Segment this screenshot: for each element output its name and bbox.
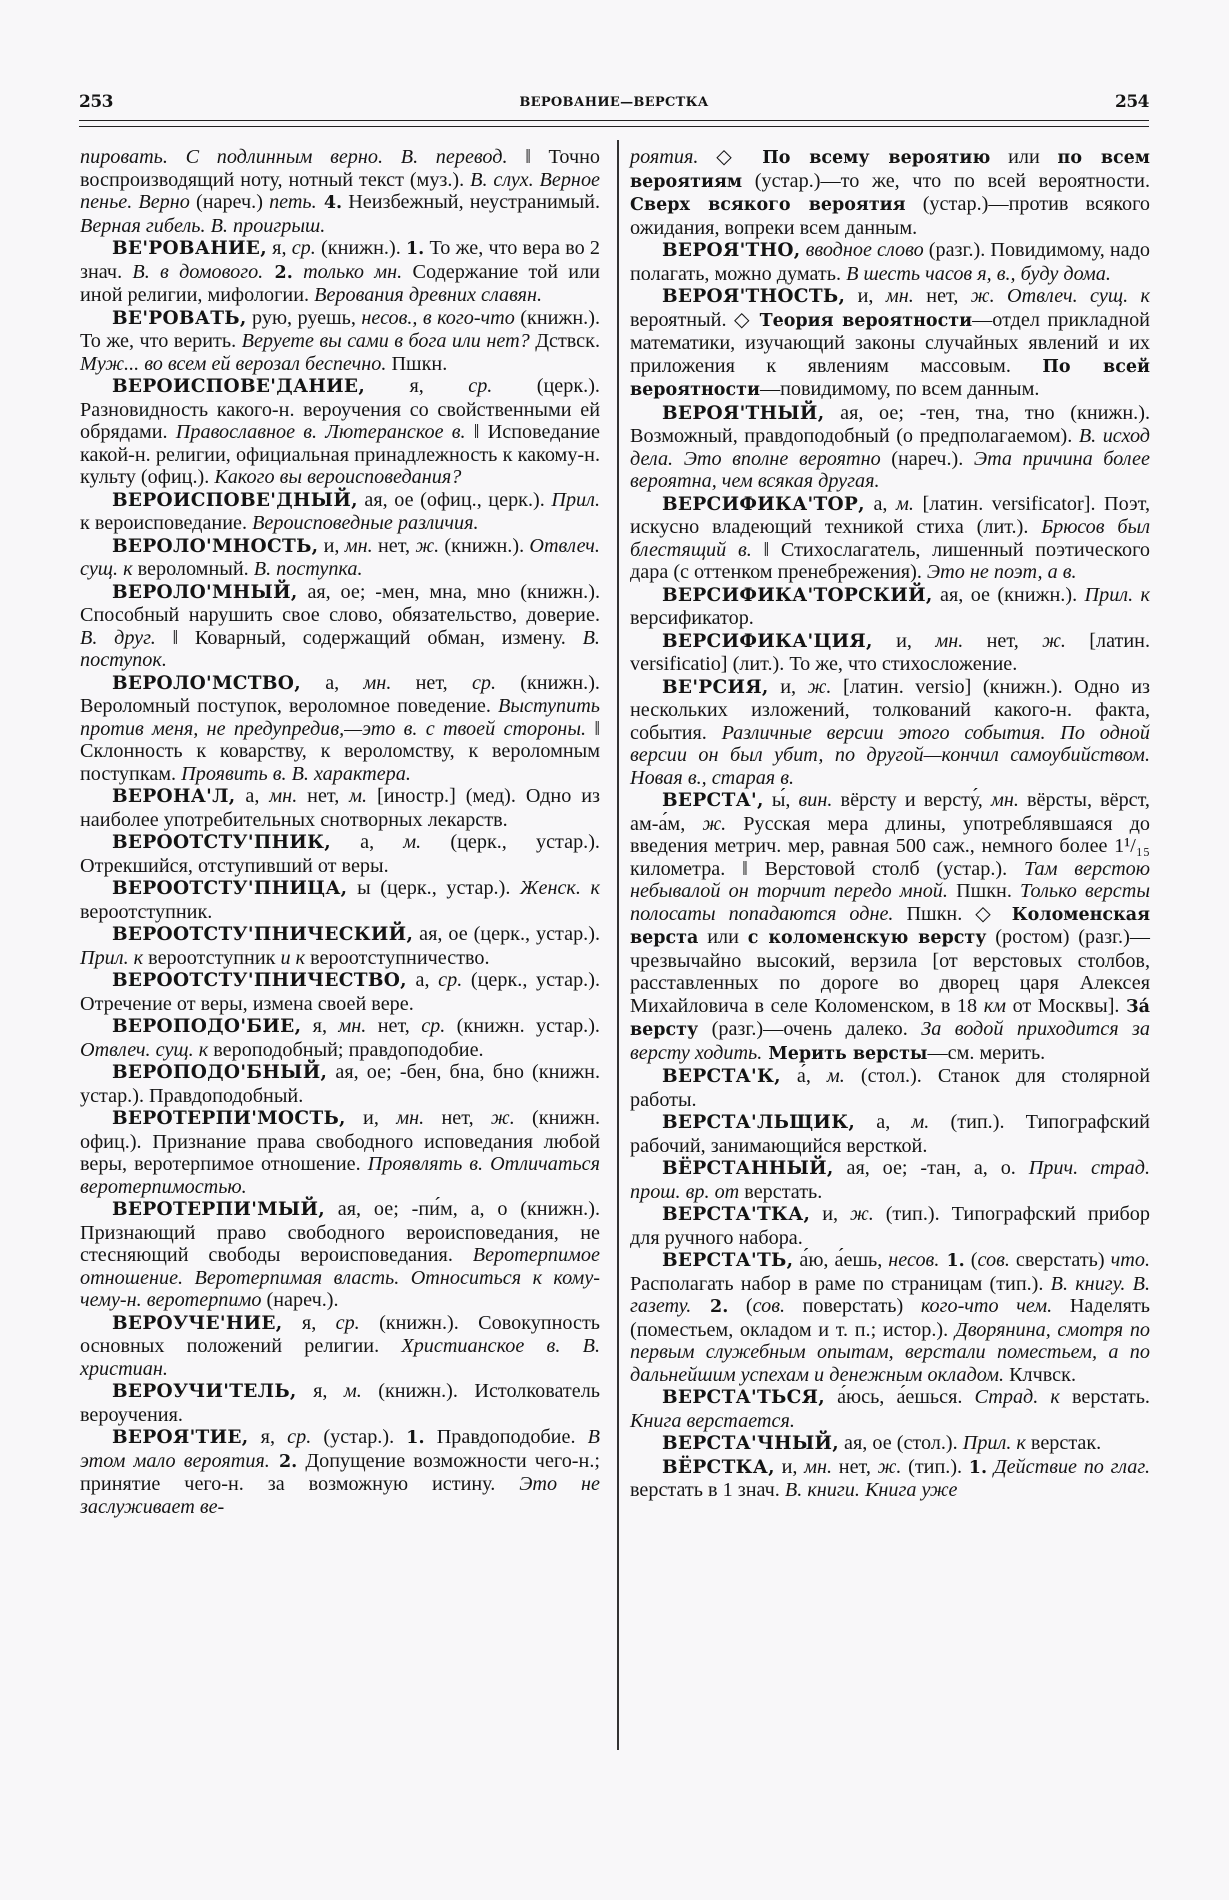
italic-text: несов. [888,1249,940,1271]
dictionary-entry [630,789,1150,1065]
italic-text: В. поступка. [253,558,363,580]
body-text: и, [768,675,808,698]
body-text: вёрсту и версту́, [832,789,991,811]
body-text: или [698,926,748,948]
body-text: (устар.). [311,1426,407,1448]
italic-text: несов., в кого-что [361,306,515,329]
body-text: ая, ое; -тан, а, о. [833,1157,1029,1179]
body-text: Пшкн. [386,352,448,375]
body-text: Наделять (поместьем, окладом и т. п.; истор.). [630,1295,1150,1341]
body-text: (нареч.). [261,1289,339,1311]
body-text: (тип.). Типографский рабочий, занимающийся версткой. [630,1111,1150,1157]
body-text: ы́, [763,789,799,811]
body-text: Допущение возможности чего-н.; принятие чего-н. за возможную истину. [80,1449,600,1495]
body-text: вероотступник [143,946,281,969]
italic-text: пировать. С подлинным верно. В. перевод. [80,146,508,168]
body-text: к вероисповедание. [80,512,253,534]
dictionary-entry [80,831,600,877]
body-text: а́юсь, а́ешься. [824,1386,975,1408]
italic-text: мн. [990,789,1019,811]
page-header [79,92,1149,114]
body-text: ая, ое (церк., устар.). [413,923,600,945]
body-text: —отдел прикладной математики, изучающий законы случайных явлений и их приложения к явлениям массовым. [630,308,1150,377]
headword: ВЕРСТА'ЛЬЩИК, [662,1112,856,1133]
italic-text: роятия. [630,146,699,168]
body-text: вероятный. ◇ [630,308,760,331]
italic-text: вин. [798,789,833,811]
italic-text: ж. [807,675,832,698]
headword: ВЕРСТА'ТЬ, [662,1250,794,1271]
body-text: ‖ Коварный, содержащий обман, измену. [155,626,583,649]
headword: ВЕРООТСТУ'ПНИК, [112,832,332,853]
body-text: Правдоподобие. [424,1426,588,1448]
dictionary-entry [80,877,600,923]
dictionary-entry [80,535,600,581]
headword: ВЕРСТА'К, [662,1066,781,1087]
italic-text: Выступить против меня, не предупредив,—это в. с твоей стороны. [80,695,600,740]
headword: ВЕРООТСТУ'ПНИЧЕСКИЙ, [112,924,414,945]
italic-text: Проявить в. В. характера. [181,762,411,785]
body-text: ‖ Точно воспроизводящий ноту, нотный текст (муз.). [80,146,600,191]
body-text: а, [406,969,439,991]
italic-text: и к [280,946,306,969]
dictionary-entry [80,1380,600,1426]
italic-text: Верования древних славян. [314,284,543,306]
body-text: (устар.)—против всякого ожидания, вопреки всем данным. [630,193,1150,239]
italic-text: что. [1110,1249,1150,1271]
headword: ВЕРОИСПОВЕ'ДНЫЙ, [112,489,358,511]
italic-text: В этом мало вероятия. [80,1426,600,1472]
dictionary-entry [630,402,1150,493]
italic-text: Это не заслуживает ве- [80,1473,600,1518]
body-text: вероотступничество. [305,946,490,969]
body-text: [иностр.] (мед). Одно из наиболее употребительных снотворных лекарств. [80,785,601,831]
body-text: ая, ое; -тен, тна, тно (книжн.). Возможный, правдоподобный (о предполагаемом). [630,401,1150,447]
dictionary-entry [630,676,1150,790]
bold-phrase: 2. [691,1297,729,1317]
body-text: ‖ Склонность к коварству, к вероломству, к вероломным поступкам. [80,717,600,785]
italic-text: ср. [471,671,497,694]
body-text: ( [728,1295,753,1317]
body-text: верстать. [739,1180,823,1203]
italic-text: За водой приходится за версту ходить. [630,1018,1150,1064]
dictionary-entry [630,239,1150,285]
bold-phrase: Сверх всякого вероятия [630,195,906,215]
body-text: рую, руешь, [246,306,362,329]
headword: ВЕРОИСПОВЕ'ДАНИЕ, [112,376,366,397]
italic-text: ср. [421,1015,446,1037]
body-text: (ростом) (разг.)—чрезвычайно высокий, верзила [от верстовых столбов, расставленных по дороге во дворец царя Алексея Михайловича в селе Коломенском, в 18 [630,926,1150,1017]
body-text: ая, ое; -бен, бна, бно (книжн. устар.). Правдоподобный. [80,1061,600,1107]
dictionary-entry [80,307,600,376]
italic-text: Дворянина, смотря по первым служебным опытам, верстали поместьем, а по дальнейшим успехам и денежным окладом. [630,1318,1151,1386]
italic-text: петь. [269,191,317,213]
dictionary-entry [630,1203,1150,1249]
entry-continuation [630,146,1150,239]
dictionary-entry [630,630,1150,676]
italic-text: сов. [752,1295,786,1317]
body-text: Содержание той или иной религии, мифологии. [80,260,600,306]
italic-text: только мн. [292,260,403,283]
dictionary-entry [630,493,1150,584]
body-text: (книжн.). То же, что верить. [80,306,600,352]
italic-text: Христианское в. В. христиан. [80,1335,600,1380]
italic-text: Различные версии этого события. По одной версии он был убит, по другой—кончил самоубийством. Новая в., старая в. [630,721,1150,789]
headword: ВЕРООТСТУ'ПНИЦА, [112,878,348,899]
body-text: Пшкн. [947,880,1020,902]
body-text: (разг.). Повидимому, надо полагать, можно думать. [630,239,1151,285]
dictionary-entry [80,375,600,489]
body-text: (тип.). [901,1455,969,1478]
body-text: нет, [366,1015,422,1037]
italic-text: ср. [468,375,493,397]
italic-text: ж. [490,1107,515,1129]
italic-text: ср. [291,237,316,259]
body-text: вероломный. [132,558,254,580]
body-text: [латин. versio] (книжн.). Одно из нескольких изложений, толкований какого-н. факта, события. [630,675,1150,744]
body-text: я, [301,1015,339,1037]
italic-text: мн. [885,285,914,307]
body-text: (книжн.). [439,534,530,557]
body-text: ая, ое; -мен, мна, мно (книжн.). Способный нарушить свое слово, обязательство, доверие. [80,580,600,626]
bold-phrase: 2. [269,1451,298,1472]
headword: ВЕРОЛО'МСТВО, [112,672,301,694]
body-text: (книжн.). Истолкователь вероучения. [80,1380,600,1426]
italic-text: м. [343,1380,362,1402]
dictionary-entry [630,1386,1150,1432]
body-text: нет, [372,534,416,557]
bold-phrase: 2. [263,262,293,283]
bold-phrase: Мерить версты [762,1043,928,1064]
body-text: ‖ Исповедание какой-н. религии, официальная принадлежность к какому-н. культу (офиц.). [80,421,600,488]
body-text: вёрсты, вёрст, ам-а́м, [630,789,1150,835]
headword: ВЁРСТКА, [662,1456,775,1478]
body-text: нет, [832,1455,878,1478]
body-text: Неизбежный, неустранимый. [342,191,600,213]
body-text: а, [864,492,897,515]
italic-text: Прил. к [962,1432,1026,1454]
italic-text: сов. [977,1249,1010,1271]
italic-text: мн. [344,534,373,557]
dictionary-entry [630,1432,1150,1456]
body-text: Располагать набор в раме по страницам (тип.). [630,1272,1051,1295]
headword: ВЕРСТА'ТЬСЯ, [662,1387,825,1408]
body-text: верстать в 1 знач. [630,1479,785,1501]
dictionary-entry [80,785,600,831]
body-text: —повидимому, по всем данным. [759,378,1040,400]
bold-phrase: Коломенская верста [630,904,1150,948]
italic-text: м. [403,831,422,853]
italic-text: Прич. страд. прош. вр. от [630,1157,1151,1203]
body-text: (церк.). Разновидность какого-н. вероучения со свойственными ей обрядами. [80,375,600,443]
italic-text: Там верстою небывалой он торчит передо мной. [630,857,1150,902]
italic-text: В. книги. Книга уже [784,1479,958,1501]
headword: ВЕРОЯ'ТНЫЙ, [662,402,825,424]
dictionary-entry [80,581,600,672]
headword: ВЕРОЛО'МНОСТЬ, [112,535,319,557]
body-text: ы (церк., устар.). [347,877,520,899]
body-text: (стол.). Станок для столярной работы. [630,1065,1150,1111]
italic-text: В. книгу. В. газету. [630,1272,1150,1317]
headword: ВЕРСИФИКА'ТОРСКИЙ, [662,584,933,606]
bold-phrase: Теория вероятности [759,310,973,331]
body-text: ‖ Стихослагатель, лишенный поэтического дара (с оттенком пренебрежения). [630,538,1150,583]
italic-text: ср. [335,1311,360,1334]
bold-phrase: За́ версту [630,996,1151,1040]
italic-text: Православное в. Лютеранское в. [175,421,466,443]
italic-text: Веротерпимое отношение. Веротерпимая власть. Относиться к кому-чему-н. веротерпимо [80,1244,600,1311]
headword: ВЕРООТСТУ'ПНИЧЕСТВО, [112,970,407,991]
body-text: поверстать) [785,1295,921,1317]
italic-text: ср. [438,969,463,991]
body-text: или [990,146,1058,168]
italic-text: Только версты полосаты попадаются одне. [630,880,1150,925]
italic-text: Это не поэт, а в. [926,561,1077,583]
italic-text: В. поступок. [80,626,600,671]
body-text: (книжн.). [315,237,406,259]
dictionary-entry [80,672,600,786]
body-text: (книжн.). Совокупность основных положений религии. [80,1311,600,1357]
body-text: (нареч.). [880,447,974,470]
body-text: верстак. [1025,1432,1102,1454]
headword: ВЕРСТА'ЧНЫЙ, [662,1433,839,1454]
body-text: ая, ое (офиц., церк.). [357,488,552,511]
body-text: (тип.). Типографский прибор для ручного набора. [630,1203,1150,1249]
body-text: и, [774,1455,805,1478]
body-text: и, [810,1203,850,1225]
italic-text: мн. [935,629,964,652]
body-text: а́ю, а́ешь, [793,1249,889,1271]
body-text: (церк., устар.). Отречение от веры, измена своей вере. [80,969,600,1015]
italic-text: Проявлять в. Отличаться веротерпимостью. [80,1153,600,1198]
body-text: (разг.)—очень далеко. [698,1018,922,1040]
body-text: я, [266,237,292,259]
headword: ВЁРСТАННЫЙ, [662,1158,834,1179]
entry-continuation [80,146,600,237]
page-number-right: 254 [1115,92,1149,112]
headword: ВЕРСИФИКА'ТОР, [662,493,865,515]
body-text: а, [855,1111,912,1133]
body-text: а, [300,671,364,694]
body-text: верстать. [1059,1386,1150,1408]
body-text: —см. мерить. [927,1041,1046,1064]
dictionary-entry [80,1312,600,1381]
bold-phrase: 1. [405,239,425,259]
italic-text: м. [349,785,368,807]
body-text: я, [248,1426,288,1448]
page-number-left: 253 [79,92,113,112]
body-text: ая, ое (стол.). [839,1432,963,1454]
dictionary-entry [80,1015,600,1061]
body-text: [латин. versificator]. Поэт, искусно владеющий техникой стиха (лит.). [630,492,1150,538]
column-divider [617,140,619,1750]
headword: ВЕРСИФИКА'ЦИЯ, [662,630,873,652]
italic-text: Веруете вы сами в бога или нет? [241,330,530,352]
body-text: ◇ [698,146,763,168]
headword: ВЕРОПОДО'БИЕ, [112,1016,302,1037]
body-text: [латин. versificatio] (лит.). То же, что стихосложение. [630,629,1150,675]
left-column [80,146,600,1518]
body-text: вероотступник. [80,900,213,923]
italic-text: ж. [849,1203,874,1225]
headword: ВЕ'РСИЯ, [662,676,769,698]
bold-phrase: с коломенскую версту [747,928,987,948]
dictionary-entry [80,1107,600,1198]
bold-phrase: 4. [316,193,343,213]
italic-text: Прил. к [1084,583,1150,606]
italic-text: Отвлеч. сущ. к [80,1038,209,1061]
headword: ВЕРОНА'Л, [112,786,236,807]
italic-text: Женск. к [520,877,600,899]
italic-text: В шесть часов я, в., буду дома. [846,262,1111,285]
body-text: То же, что вера во 2 знач. [80,237,600,283]
dictionary-entry [630,1065,1150,1111]
italic-text: мн. [363,671,392,694]
italic-text: В. исход дела. Это вполне вероятно [630,425,1150,470]
bold-phrase: по всем вероятиям [630,148,1150,192]
body-text: (нареч.) [189,191,270,213]
dictionary-entry [80,1198,600,1312]
body-text: нет, [913,285,971,307]
italic-text: Эта причина более вероятна, чем всякая другая. [630,447,1150,492]
headword: ВЕРСТА', [662,790,764,811]
headword: ВЕРОТЕРПИ'МОСТЬ, [112,1108,346,1129]
italic-text: мн. [804,1455,833,1478]
body-text: я, [296,1380,344,1402]
italic-text: мн. [269,785,298,807]
italic-text: Действие по глаг. [987,1455,1150,1478]
dictionary-entry [80,237,600,307]
italic-text: ж. [415,534,440,557]
body-text: нет, [391,671,472,694]
body-text: (книжн.). Вероломный поступок, вероломное поведение. [80,671,600,717]
body-text: (церк., устар.). Отрекшийся, отступивший от веры. [80,831,600,877]
bold-phrase: По всей вероятности [630,356,1150,400]
italic-text: ж. Отвлеч. сущ. к [970,285,1150,307]
body-text: а, [331,831,404,853]
italic-text: Вероисповедные различия. [252,512,479,534]
body-text: ая, ое (книжн.). [932,583,1085,606]
body-text: Русская мера длины, употреблявшаяся до введения метрич. мер, равная 500 саж., немного более 1¹/₁₅ километра. ‖ Верстовой столб (устар.). [630,812,1150,880]
italic-text: мн. [338,1015,367,1037]
body-text: а́, [780,1065,827,1087]
italic-text: кого-что чем. [920,1295,1053,1317]
italic-text: км [983,994,1007,1017]
italic-text: Книга верстается. [630,1409,795,1432]
body-text: Клчвск. [1004,1363,1076,1386]
body-text: ( [964,1249,978,1271]
italic-text: Страд. к [974,1386,1060,1408]
italic-text: Муж... во всем ей верозал беспечно. [80,352,387,375]
dictionary-entry [80,1426,600,1518]
italic-text: вводное слово [805,239,924,261]
italic-text: В. слух. Верное пенье. Верно [80,168,600,213]
italic-text: Верная гибель. В. проигрыш. [80,214,326,237]
headword: ВЕРОУЧИ'ТЕЛЬ, [112,1381,297,1402]
dictionary-entry [630,1456,1150,1502]
italic-text: ж. [1042,629,1066,652]
header-double-rule [79,120,1149,127]
dictionary-entry [80,923,600,969]
body-text: я, [282,1311,336,1334]
dictionary-entry [630,1157,1150,1203]
dictionary-entry [630,1249,1150,1386]
body-text: (книжн. офиц.). Признание права свободного исповедания любой веры, веротерпимое отношение. [80,1107,600,1175]
headword: ВЕРОЯ'ТНОСТЬ, [662,286,846,307]
body-text: и, [345,1107,397,1129]
italic-text: Отвлеч. сущ. к [80,534,600,580]
headword: ВЕРОЯ'ТНО, [662,240,801,261]
body-text: версификатор. [630,607,754,629]
headword: ВЕРОПОДО'БНЫЙ, [112,1062,328,1083]
dictionary-entry [630,584,1150,630]
bold-phrase: По всему вероятию [762,148,991,168]
headword: ВЕ'РОВАНИЕ, [112,238,267,259]
bold-phrase: 1. [939,1251,965,1271]
body-text: я, [365,375,469,397]
italic-text: мн. [396,1107,425,1129]
running-title: ВЕРОВАНИЕ—ВЕРСТКА [519,95,709,110]
dictionary-entry [630,1111,1150,1157]
italic-text: ж. [877,1455,902,1478]
body-text: и, [845,285,886,307]
body-text: вероподобный; правдоподобие. [208,1038,484,1061]
headword: ВЕРОЯ'ТИЕ, [112,1427,249,1448]
body-text: Пшкн. ◇ [893,902,1012,925]
body-text: (устар.)—то же, что по всей вероятности. [742,169,1150,192]
italic-text: ср. [287,1426,312,1448]
bold-phrase: 1. [406,1428,425,1448]
body-text: нет, [963,629,1043,652]
italic-text: м. [911,1111,930,1133]
headword: ВЕРОУЧЕ'НИЕ, [112,1312,283,1334]
italic-text: Брюсов был блестящий в. [630,516,1150,561]
dictionary-entry [80,1061,600,1107]
italic-text: Прил. к [80,946,144,969]
italic-text: В. друг. [80,626,156,649]
body-text: нет, [424,1107,491,1129]
italic-text: ж. [702,812,727,835]
body-text: и, [318,534,345,557]
body-text: ая, ое; -пи́м, а, о (книжн.). Признающий право свободного вероисповедания, не стесняющий свободы вероисповедания. [80,1198,600,1266]
italic-text: м. [896,492,914,515]
headword: ВЕРСТА'ТКА, [662,1204,811,1225]
body-text: нет, [297,785,350,807]
body-text: и, [872,629,936,652]
dictionary-entry [80,969,600,1015]
dictionary-entry [630,285,1150,402]
italic-text: Прил. [551,488,600,511]
headword: ВЕ'РОВАТЬ, [112,307,247,329]
body-text: Дствск. [529,330,600,352]
headword: ВЕРОЛО'МНЫЙ, [112,581,298,603]
dictionary-entry [80,489,600,535]
bold-phrase: 1. [968,1457,988,1478]
right-column [630,146,1150,1502]
headword: ВЕРОТЕРПИ'МЫЙ, [112,1199,325,1220]
body-text: от Москвы]. [1006,994,1127,1017]
italic-text: м. [826,1065,845,1087]
body-text: (книжн. устар.). [445,1015,600,1037]
italic-text: В. в домового. [132,260,264,283]
italic-text: Какого вы вероисповедания? [214,466,462,488]
body-text: сверстать) [1009,1249,1111,1271]
body-text: а, [235,785,270,807]
